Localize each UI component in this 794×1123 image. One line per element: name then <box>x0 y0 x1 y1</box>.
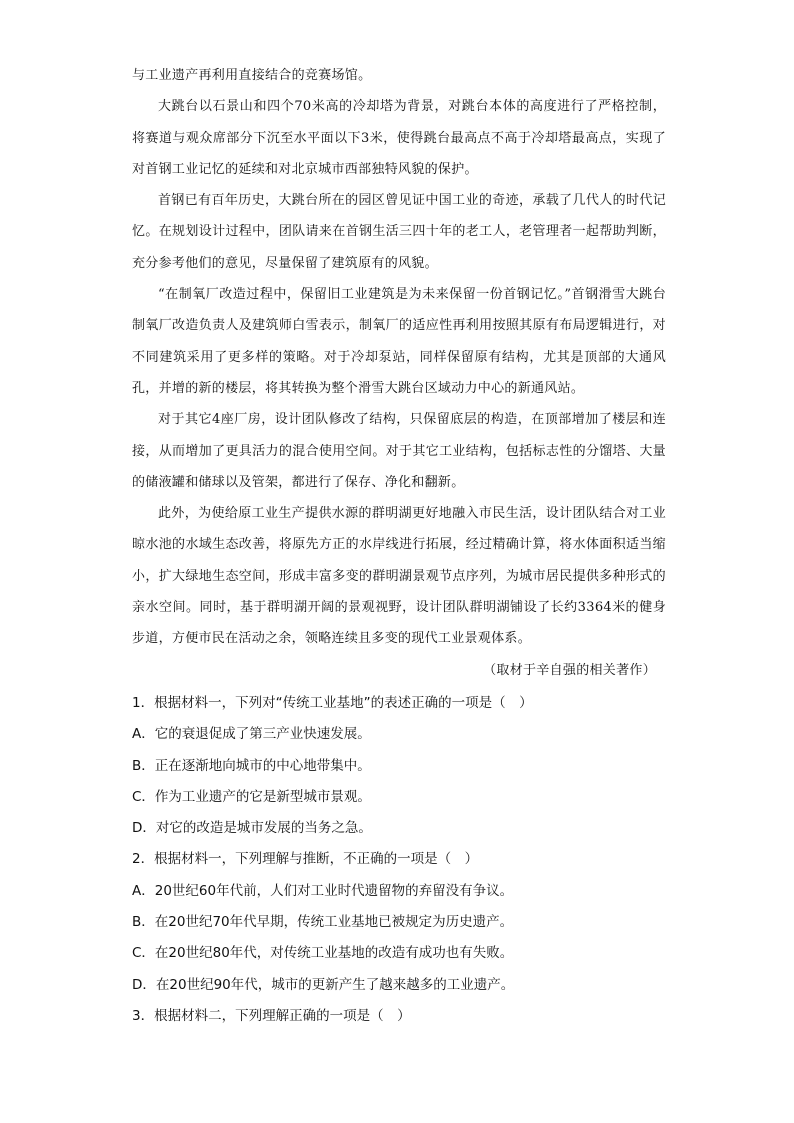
passage-paragraph: 大跳台以石景山和四个70米高的冷却塔为背景，对跳台本体的高度进行了严格控制，将赛道与观众席部分下沉至水平面以下3米，使得跳台最高点不高于冷却塔最高点，实现了对首钢工业记忆的延续和对北京城市西部独特风貌的保护。 <box>132 99 666 177</box>
question-2-stem: 2．根据材料一，下列理解与推断，不正确的一项是（ ） <box>132 851 479 868</box>
question-1-option-d: D．对它的改造是城市发展的当务之急。 <box>132 820 372 837</box>
question-1-option-b: B．正在逐渐地向城市的中心地带集中。 <box>132 757 371 774</box>
passage-paragraph: 此外，为使给原工业生产提供水源的群明湖更好地融入市民生活，设计团队结合对工业晾水池的水域生态改善，将原先方正的水岸线进行拓展，经过精确计算，将水体面积适当缩小，扩大绿地生态空间，形成丰富多变的群明湖景观节点序列，为城市居民提供多种形式的亲水空间。同时，基于群明湖开阔的景观视野，设计团队群明湖铺设了长约3364米的健身步道，方便市民在活动之余，领略连续且多变的现代工业景观体系。 <box>132 506 666 647</box>
question-2-option-d: D．在20世纪90年代，城市的更新产生了越来越多的工业遗产。 <box>132 976 515 993</box>
passage-paragraph: 首钢已有百年历史，大跳台所在的园区曾见证中国工业的奇迹，承载了几代人的时代记忆。在规划设计过程中，团队请来在首钢生活三四十年的老工人，老管理者一起帮助判断，充分参考他们的意见，尽量保留了建筑原有的风貌。 <box>132 193 666 271</box>
question-2-option-c: C．在20世纪80年代，对传统工业基地的改造有成功也有失败。 <box>132 945 514 962</box>
passage-paragraph: “在制氧厂改造过程中，保留旧工业建筑是为未来保留一份首钢记忆。”首钢滑雪大跳台制氧厂改造负责人及建筑师白雪表示，制氧厂的适应性再利用按照其原有布局逻辑进行，对不同建筑采用了更多样的策略。对于冷却泵站，同样保留原有结构，尤其是顶部的大通风孔，并增的新的楼层，将其转换为整个滑雪大跳台区域动力中心的新通风站。 <box>132 287 666 396</box>
question-1-option-c: C．作为工业遗产的它是新型城市景观。 <box>132 788 371 805</box>
question-3-stem: 3．根据材料二，下列理解正确的一项是（ ） <box>132 1007 411 1024</box>
question-list <box>132 688 666 1032</box>
question-2-option-a: A．20世纪60年代前，人们对工业时代遗留物的弃留没有争议。 <box>132 882 514 899</box>
reading-passage <box>132 60 666 686</box>
passage-paragraph: 与工业遗产再利用直接结合的竞赛场馆。 <box>132 68 372 83</box>
question-1-stem: 1．根据材料一，下列对“传统工业基地”的表述正确的一项是（ ） <box>132 694 533 711</box>
question-1-option-a: A．它的衰退促成了第三产业快速发展。 <box>132 726 371 743</box>
document-page <box>132 60 666 1032</box>
question-2-option-b: B．在20世纪70年代早期，传统工业基地已被规定为历史遗产。 <box>132 914 514 931</box>
passage-source: （取材于辛自强的相关著作） <box>483 662 656 678</box>
passage-paragraph: 对于其它4座厂房，设计团队修改了结构，只保留底层的构造，在顶部增加了楼层和连接，从而增加了更具活力的混合使用空间。对于其它工业结构，包括标志性的分馏塔、大量的储液罐和储球以及管架，都进行了保存、净化和翻新。 <box>132 412 666 490</box>
